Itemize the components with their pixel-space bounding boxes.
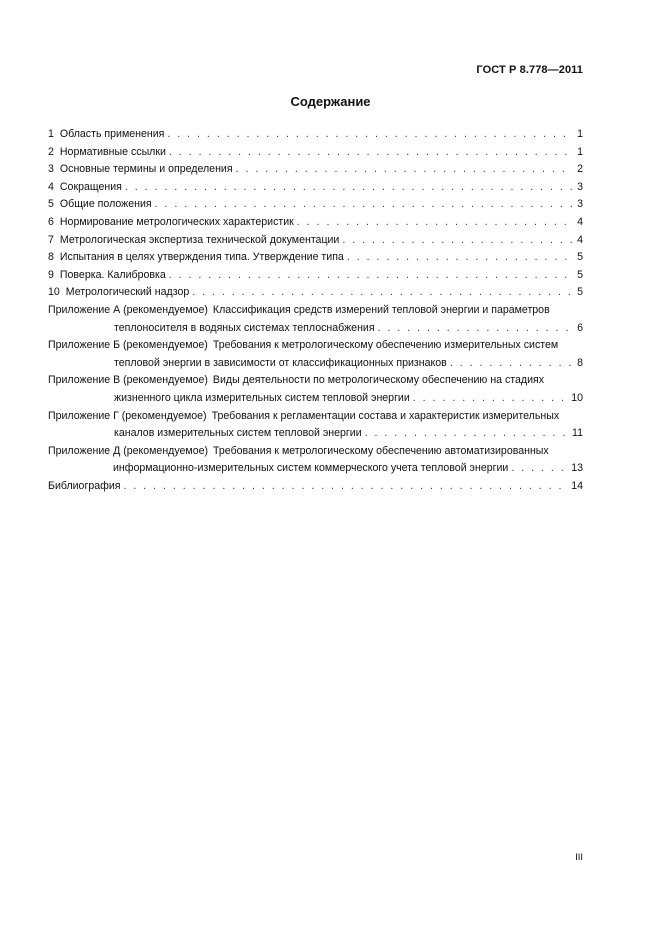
toc-entry-number: 8	[48, 251, 54, 264]
toc-entry-number: 1	[48, 128, 54, 140]
toc-entry-page: 5	[577, 268, 583, 281]
dot-leader	[378, 320, 572, 338]
toc-appendix-a[interactable]	[48, 302, 583, 337]
dot-leader	[450, 355, 572, 373]
toc-entry-page: 4	[577, 215, 583, 228]
appendix-label: Приложение В (рекомендуемое)	[48, 374, 208, 387]
toc-entry-page: 3	[577, 198, 583, 211]
document-code: ГОСТ Р 8.778—2011	[476, 64, 583, 76]
toc-entry-8[interactable]	[48, 249, 583, 267]
dot-leader	[167, 126, 572, 144]
toc-entry-3[interactable]	[48, 161, 583, 179]
toc-entry-number: 10	[48, 286, 60, 299]
dot-leader	[342, 232, 572, 250]
dot-leader	[192, 284, 572, 302]
toc-entry-page: 13	[571, 462, 583, 475]
dot-leader	[511, 460, 568, 478]
toc-entry-title: Основные термины и определения	[59, 163, 233, 176]
toc-entry-page: 8	[577, 356, 583, 369]
table-of-contents	[48, 126, 583, 495]
toc-entry-number: 2	[48, 145, 54, 158]
toc-entry-title: Метрологическая экспертиза технической документации	[59, 233, 340, 246]
toc-entry-7[interactable]	[48, 232, 583, 250]
appendix-title-line2: теплоносителя в водяных системах теплоснабжения	[114, 321, 375, 334]
toc-entry-4[interactable]	[48, 179, 583, 197]
toc-entry-number: 5	[48, 198, 54, 211]
dot-leader	[365, 425, 569, 443]
dot-leader	[236, 161, 572, 179]
toc-entry-title: Библиография	[48, 479, 121, 492]
toc-entry-page: 5	[577, 251, 583, 264]
toc-appendix-g[interactable]	[48, 408, 583, 443]
page-title: Содержание	[290, 94, 371, 109]
appendix-title-line1: Классификация средств измерений тепловой энергии и параметров	[212, 303, 550, 316]
dot-leader	[413, 390, 568, 408]
toc-entry-title: Поверка. Калибровка	[59, 268, 166, 281]
appendix-label: Приложение Д (рекомендуемое)	[48, 444, 209, 457]
page-number: III	[575, 852, 583, 863]
toc-entry-page: 5	[577, 286, 583, 299]
dot-leader	[347, 249, 572, 267]
toc-entry-title: Сокращения	[59, 180, 122, 193]
toc-appendix-d[interactable]	[48, 443, 583, 478]
dot-leader	[155, 196, 572, 214]
toc-entry-title: Испытания в целях утверждения типа. Утверждение типа	[59, 251, 344, 264]
dot-leader	[169, 144, 572, 162]
toc-appendix-v[interactable]	[48, 372, 583, 407]
toc-entry-page: 1	[577, 145, 583, 158]
appendix-title-line1: Требования к метрологическому обеспечению автоматизированных	[213, 444, 549, 457]
toc-entry-title: Общие положения	[59, 198, 152, 211]
toc-appendix-b[interactable]	[48, 337, 583, 372]
toc-entry-1[interactable]	[48, 126, 583, 144]
dot-leader	[123, 478, 568, 496]
toc-entry-number: 9	[48, 268, 54, 281]
toc-entry-page: 1	[577, 128, 583, 140]
toc-entry-page: 2	[577, 163, 583, 176]
appendix-title-line2: каналов измерительных систем тепловой энергии	[114, 427, 362, 440]
toc-entry-title: Метрологический надзор	[65, 286, 190, 299]
toc-entry-number: 3	[48, 163, 54, 176]
appendix-label: Приложение Г (рекомендуемое)	[48, 409, 207, 422]
dot-leader	[297, 214, 572, 232]
appendix-label: Приложение Б (рекомендуемое)	[48, 339, 208, 352]
toc-entry-title: Область применения	[59, 128, 165, 140]
appendix-label: Приложение А (рекомендуемое)	[48, 303, 208, 316]
toc-entry-page: 14	[571, 479, 583, 492]
toc-entry-10[interactable]	[48, 284, 583, 302]
toc-bibliography[interactable]	[48, 478, 583, 496]
toc-entry-9[interactable]	[48, 267, 583, 285]
toc-entry-number: 4	[48, 180, 54, 193]
appendix-title-line2: жизненного цикла измерительных систем тепловой энергии	[114, 391, 410, 404]
toc-entry-page: 3	[577, 180, 583, 193]
toc-entry-2[interactable]	[48, 144, 583, 162]
toc-entry-5[interactable]	[48, 196, 583, 214]
appendix-title-line2: тепловой энергии в зависимости от классификационных признаков	[114, 356, 447, 369]
dot-leader	[125, 179, 572, 197]
appendix-title-line1: Требования к регламентации состава и характеристик измерительных	[211, 409, 560, 422]
dot-leader	[169, 267, 572, 285]
toc-entry-page: 11	[572, 427, 583, 440]
toc-entry-6[interactable]	[48, 214, 583, 232]
toc-entry-title: Нормирование метрологических характеристик	[59, 215, 294, 228]
toc-entry-page: 6	[577, 321, 583, 334]
appendix-title-line2: информационно-измерительных систем коммерческого учета тепловой энергии	[113, 462, 509, 475]
toc-entry-page: 4	[577, 233, 583, 246]
toc-entry-title: Нормативные ссылки	[59, 145, 166, 158]
toc-entry-number: 7	[48, 233, 54, 246]
appendix-title-line1: Требования к метрологическому обеспечению измерительных систем	[212, 339, 559, 352]
appendix-title-line1: Виды деятельности по метрологическому обеспечению на стадиях	[212, 374, 545, 387]
toc-entry-number: 6	[48, 215, 54, 228]
toc-entry-page: 10	[571, 391, 583, 404]
